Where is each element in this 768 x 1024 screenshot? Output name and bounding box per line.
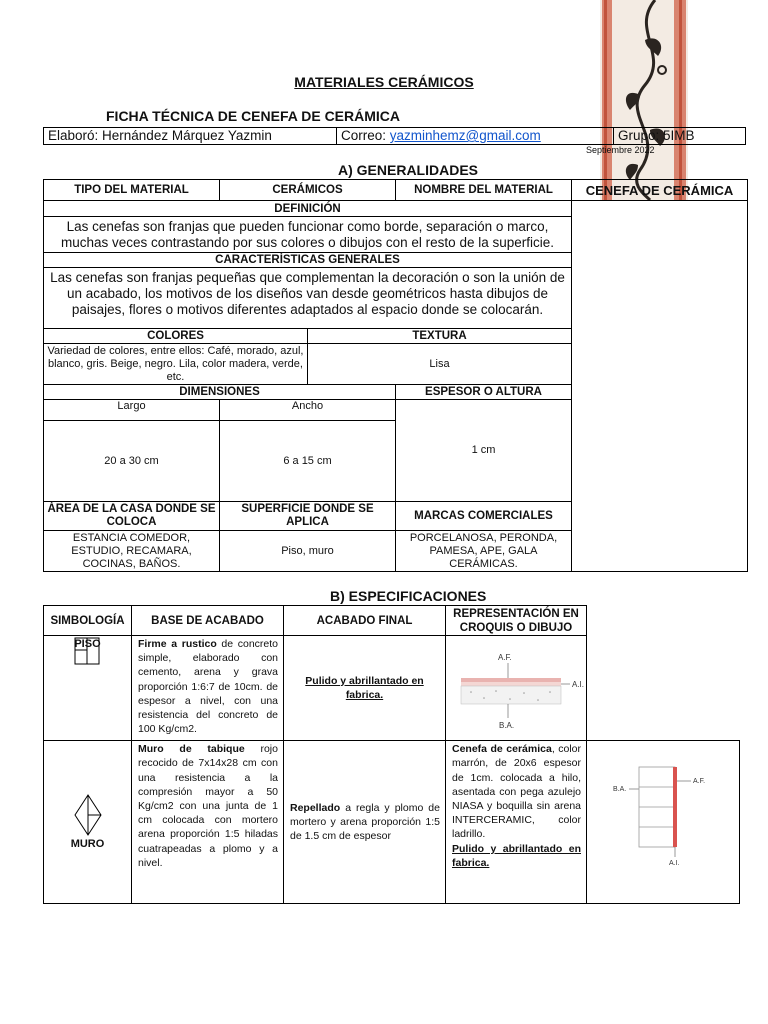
muro-final-rest: a regla y plomo de mortero y arena proporción 1:5 de 1.5 cm de espesor [290,802,440,843]
nombre-value: CENEFA DE CERÁMICA [572,180,748,201]
sheet-title: FICHA TÉCNICA DE CENEFA DE CERÁMICA [106,108,401,124]
wall-ai-label: A.I. [669,860,680,868]
blank-piso-cell [587,636,740,741]
piso-final-cell [284,636,446,741]
area-header: ÁREA DE LA CASA DONDE SE COLOCA [44,502,220,531]
marcas-value: PORCELANOSA, PERONDA, PAMESA, APE, GALA CERÁMICAS. [396,531,572,572]
author-info-row [43,127,746,145]
caracteristicas-header: CARACTERÍSTICAS GENERALES [44,253,572,268]
date: Septiembre 2022 [586,145,655,155]
sketch-af-label: A.F. [498,653,512,662]
muro-base-bold: Muro de tabique [138,743,245,756]
espesor-value: 1 cm [396,400,572,502]
definicion-text: Las cenefas son franjas que pueden funcionar como borde, separación o marco, muchas veces contrastando por sus colores o dibujos con el resto de la superficie. [44,217,572,253]
area-value: ESTANCIA COMEDOR, ESTUDIO, RECAMARA, COCINAS, BAÑOS. [44,531,220,572]
muro-finish-bold: Cenefa de cerámica [452,743,552,756]
piso-label: PISO [74,638,101,650]
header-base: BASE DE ACABADO [132,606,284,636]
piso-symbol-cell [44,636,132,741]
tipo-value: CERÁMICOS [220,180,396,201]
wall-af-label: A.F. [693,778,706,786]
colores-header: COLORES [44,329,308,344]
superficie-header: SUPERFICIE DONDE SE APLICA [220,502,396,531]
muro-base-cell [132,741,284,904]
piso-row [44,636,740,741]
generalities-table [43,179,748,572]
dimensiones-header: DIMENSIONES [44,385,396,400]
largo-label: Largo [44,400,220,421]
espesor-header: ESPESOR O ALTURA [396,385,572,400]
piso-base-bold: Firme a rustico [138,638,217,650]
muro-label: MURO [70,838,105,851]
sketch-ba-label: B.A. [499,721,515,730]
wall-section-sketch [587,741,739,899]
empty-side-column [572,201,748,572]
muro-row [44,741,740,904]
caracteristicas-text: Las cenefas son franjas pequeñas que complementan la decoración o son la unión de un acabado, los motivos de los diseños van desde geométricos hasta dibujos de paisajes, flores o motivos diferentes adaptados al espacio donde se colocarán. [44,268,572,329]
section-b-title: B) ESPECIFICACIONES [330,588,487,604]
largo-value: 20 a 30 cm [44,421,220,502]
textura-header: TEXTURA [308,329,572,344]
nombre-header: NOMBRE DEL MATERIAL [396,180,572,201]
ceramic-border-photo [600,0,688,200]
superficie-value: Piso, muro [220,531,396,572]
email-label: Correo: [341,128,387,143]
definicion-header: DEFINICIÓN [44,201,572,217]
author: Elaboró: Hernández Márquez Yazmin [44,128,337,144]
muro-sketch-cell [587,741,740,904]
email-cell [337,128,614,144]
section-a-title: A) GENERALIDADES [338,162,479,178]
muro-final-cell [284,741,446,904]
header-final: ACABADO FINAL [284,606,446,636]
tipo-header: TIPO DEL MATERIAL [44,180,220,201]
wall-symbol-icon [73,793,103,837]
muro-finish-tail: Pulido y abrillantado en fabrica. [452,842,581,869]
specifications-table [43,605,740,904]
document-title: MATERIALES CERÁMICOS [294,74,474,90]
header-simbologia: SIMBOLOGÍA [44,606,132,636]
piso-final: Pulido y abrillantado en fabrica. [305,674,424,702]
muro-base-rest: rojo recocido de 7x14x28 cm con una resistencia a la compresión mayor a 50 Kg/cm2 con una junta de 1 cm colocada con mortero arena proporción 1:5 hiladas cuatrapeadas a plomo y a nivel. [138,743,278,869]
ancho-label: Ancho [220,400,396,421]
wall-ba-label: B.A. [613,786,627,794]
textura-value: Lisa [308,344,572,385]
group: Grupo: 5IMB [618,128,695,143]
muro-symbol-cell [44,741,132,904]
sketch-ai-label: A.I. [572,680,585,689]
marcas-header: MARCAS COMERCIALES [396,502,572,531]
piso-base-cell [132,636,284,741]
floor-section-sketch [446,636,586,736]
blank-header-cell [587,606,740,636]
piso-base-rest: de concreto simple, elaborado con cemento, arena y grava proporción 1:6:7 de 10cm. de espesor a nivel, con una resistencia del concreto de 100 Kg/cm2. [138,638,278,736]
header-representacion: REPRESENTACIÓN EN CROQUIS O DIBUJO [446,606,587,636]
piso-sketch-cell [446,636,587,741]
muro-finish-rest: , color marrón, de 20x6 espesor de 1cm. colocada a hilo, asentada con pega azulejo NIASA y boquilla sin arena INTERCERAMIC, color ladrillo. [452,743,582,841]
muro-final-bold: Repellado [290,802,341,814]
ancho-value: 6 a 15 cm [220,421,396,502]
muro-finish-cell [446,741,587,904]
colores-text: Variedad de colores, entre ellos: Café, morado, azul, blanco, gris. Beige, negro. Lila, color madera, verde, etc. [44,344,308,385]
email-link[interactable]: yazminhemz@gmail.com [389,128,541,143]
